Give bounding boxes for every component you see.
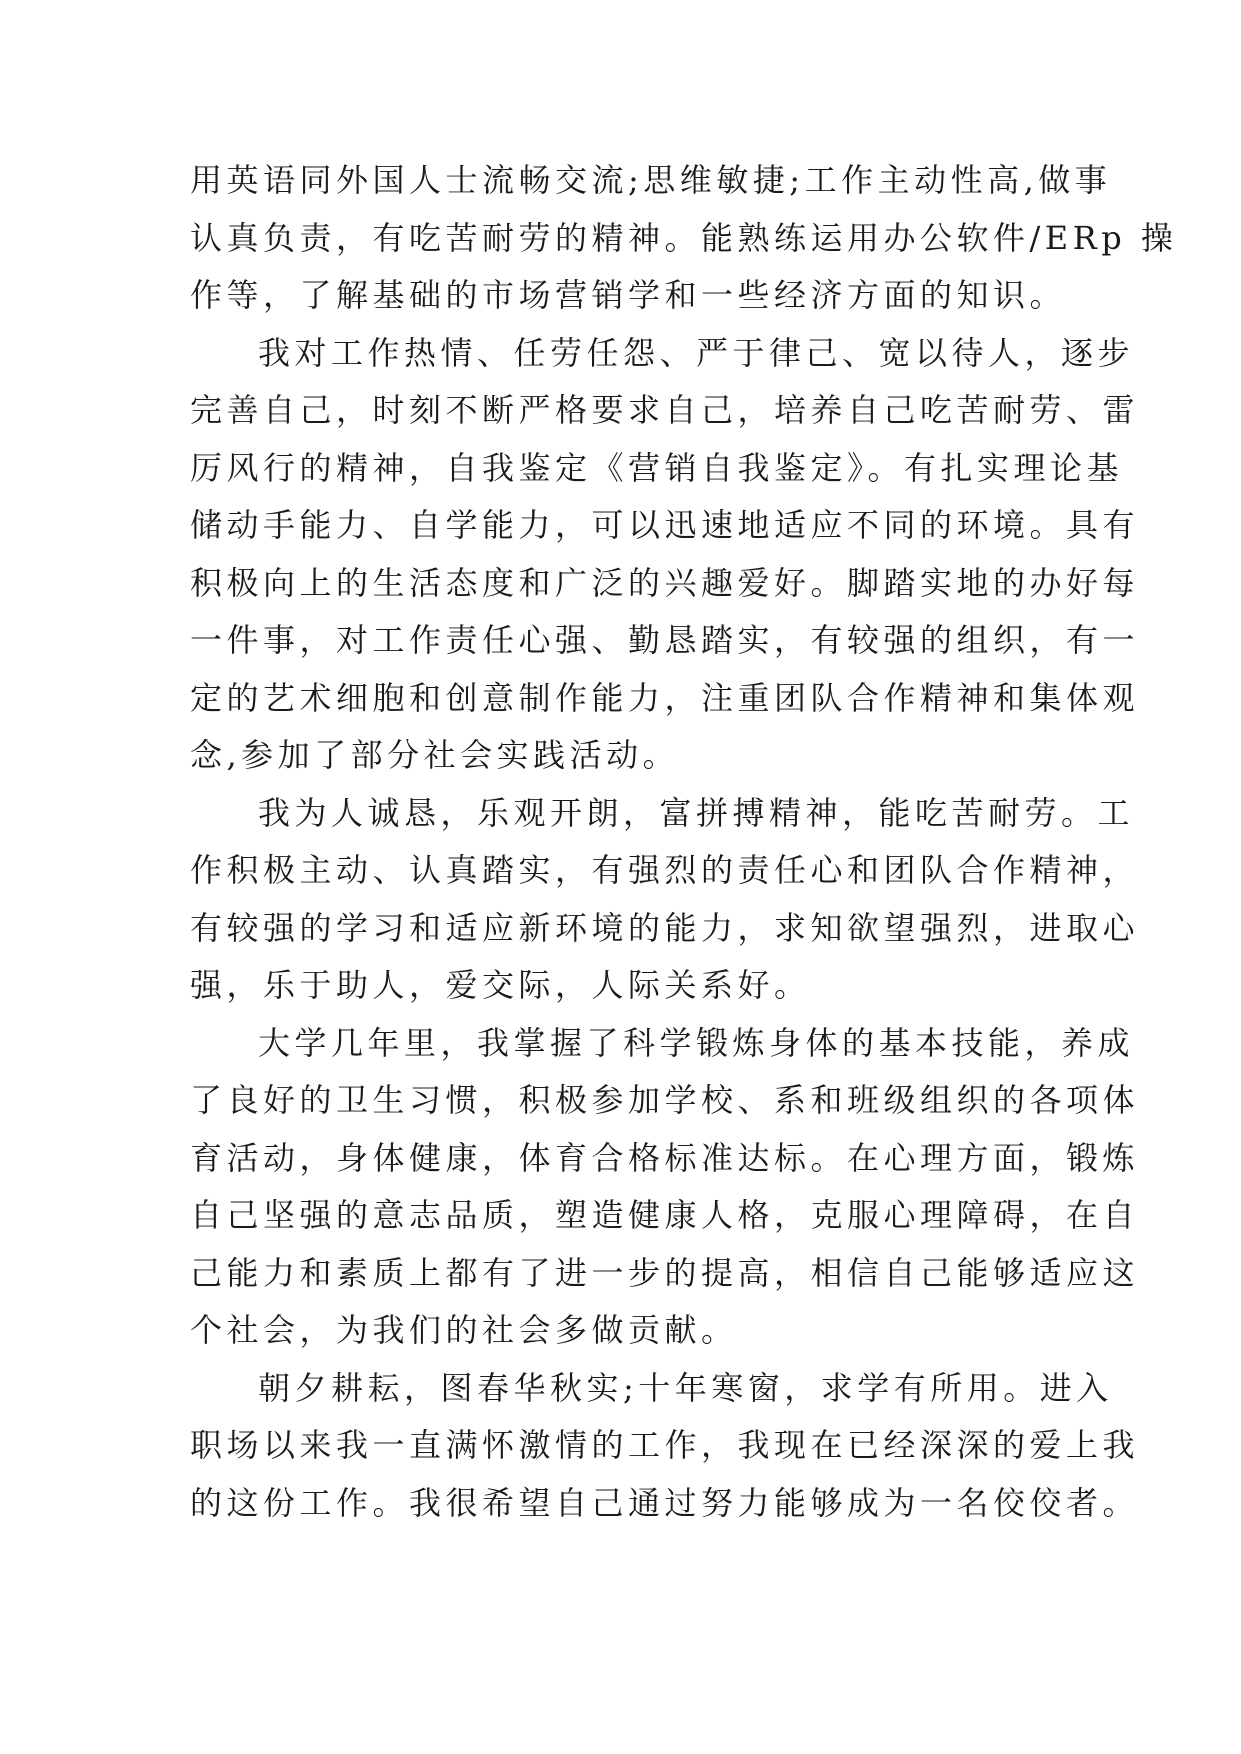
text-line: 完善自己，时刻不断严格要求自己，培养自己吃苦耐劳、雷 xyxy=(190,391,1140,429)
text-line: 己能力和素质上都有了进一步的提高，相信自己能够适应这 xyxy=(190,1253,1140,1292)
text-line: 积极向上的生活态度和广泛的兴趣爱好。脚踏实地的办好每 xyxy=(190,563,1140,602)
paragraph-first-line: 我对工作热情、任劳任怨、严于律己、宽以待人，逐步 xyxy=(258,333,1135,372)
text-line: 自己坚强的意志品质，塑造健康人格，克服心理障碍，在自 xyxy=(190,1196,1140,1234)
text-line: 厉风行的精神，自我鉴定《营销自我鉴定》。有扎实理论基 xyxy=(190,448,1124,487)
text-line: 作等，了解基础的市场营销学和一些经济方面的知识。 xyxy=(190,276,1067,314)
text-line: 储动手能力、自学能力，可以迅速地适应不同的环境。具有 xyxy=(190,506,1140,544)
text-line: 有较强的学习和适应新环境的能力，求知欲望强烈，进取心 xyxy=(190,908,1140,947)
document-body xyxy=(190,152,1178,1532)
text-line: 的这份工作。我很希望自己通过努力能够成为一名佼佼者。 xyxy=(190,1483,1140,1522)
paragraph-first-line: 我为人诚恳，乐观开朗，富拼搏精神，能吃苦耐劳。工 xyxy=(258,793,1135,832)
text-line: 育活动，身体健康，体育合格标准达标。在心理方面，锻炼 xyxy=(190,1138,1140,1177)
text-line: 个社会，为我们的社会多做贡献。 xyxy=(190,1311,738,1349)
paragraph-first-line: 大学几年里，我掌握了科学锻炼身体的基本技能，养成 xyxy=(258,1023,1135,1062)
paragraph-first-line: 朝夕耕耘，图春华秋实;十年寒窗，求学有所用。进入 xyxy=(258,1368,1113,1407)
text-line: 用英语同外国人士流畅交流;思维敏捷;工作主动性高,做事 xyxy=(190,161,1112,199)
text-line: 念,参加了部分社会实践活动。 xyxy=(190,736,680,774)
text-line: 强，乐于助人，爱交际，人际关系好。 xyxy=(190,966,811,1004)
text-line: 一件事，对工作责任心强、勤恳踏实，有较强的组织，有一 xyxy=(190,621,1140,659)
text-line: 职场以来我一直满怀激情的工作，我现在已经深深的爱上我 xyxy=(190,1426,1140,1464)
text-line: 定的艺术细胞和创意制作能力，注重团队合作精神和集体观 xyxy=(190,678,1140,717)
text-line: 作积极主动、认真踏实，有强烈的责任心和团队合作精神， xyxy=(190,851,1140,889)
text-line: 了良好的卫生习惯，积极参加学校、系和班级组织的各项体 xyxy=(190,1081,1140,1119)
text-line: 认真负责，有吃苦耐劳的精神。能熟练运用办公软件/ERp 操 xyxy=(190,218,1178,257)
